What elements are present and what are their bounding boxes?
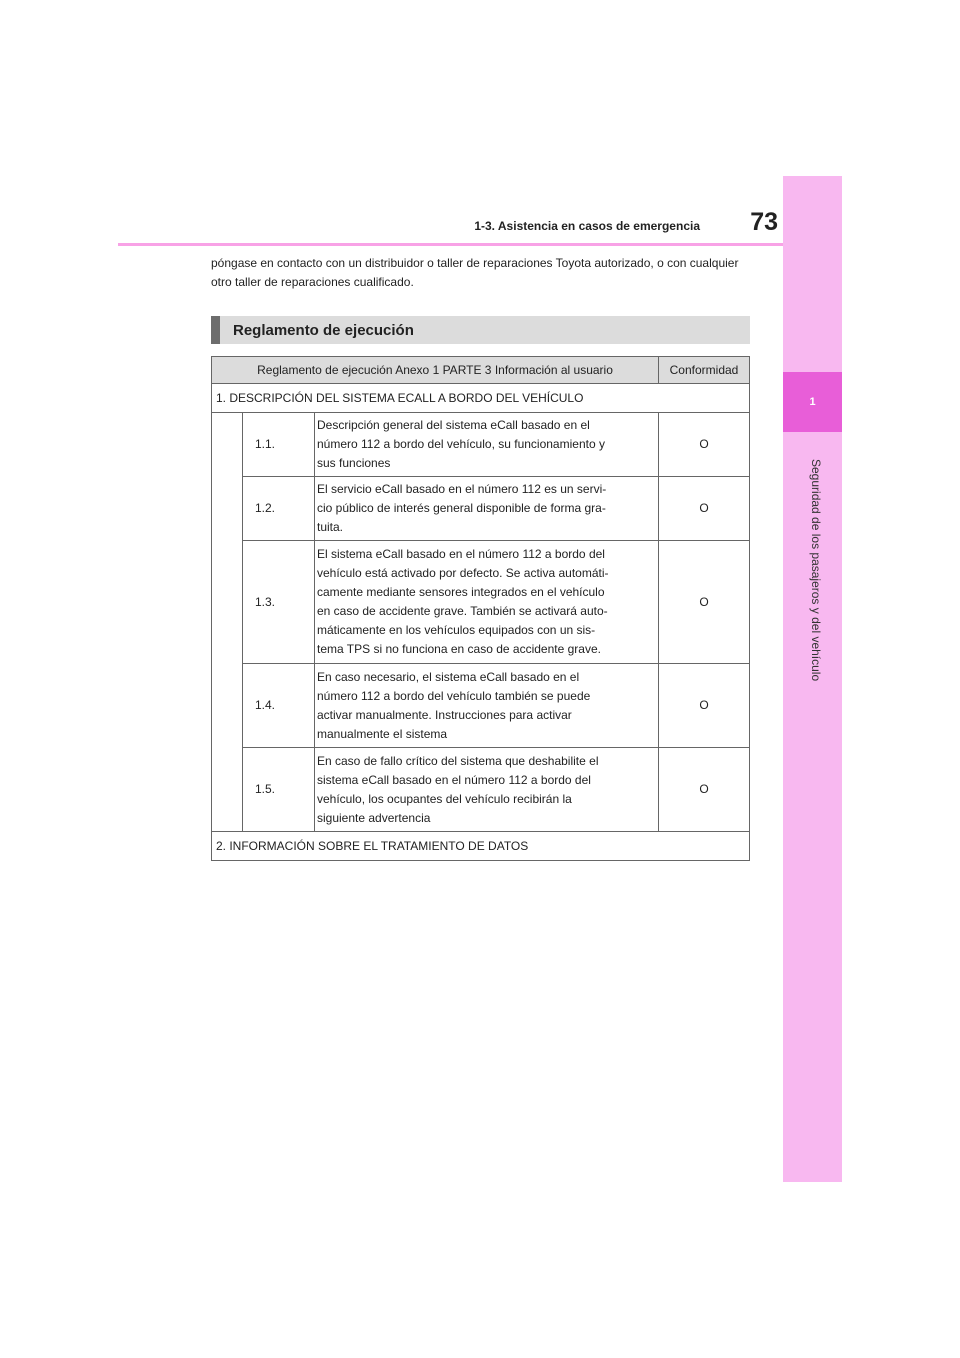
description-line: vehículo, los ocupantes del vehículo recibirán la [317,791,572,806]
indent-cell [212,664,243,748]
indent-cell [212,541,243,664]
description-line: en caso de accidente grave. También se activará auto- [317,604,608,618]
table-row [212,664,750,748]
chapter-title: Seguridad de los pasajeros y del vehículo [809,458,823,682]
section-1-label: 1. DESCRIPCIÓN DEL SISTEMA ECALL A BORDO DEL VEHÍCULO [212,384,750,413]
conformity-mark: O [659,413,750,477]
description-line: vehículo está activado por defecto. Se activa automáti- [317,566,609,580]
section-heading [211,316,750,344]
description-line: En caso necesario, el sistema eCall basado en el [317,669,580,684]
table-section-row [212,384,750,413]
heading-text: Reglamento de ejecución [233,321,414,339]
item-number: 1.5. [243,748,315,832]
item-description [315,477,659,541]
description-line: tuita. [317,520,344,534]
item-description [315,413,659,477]
section-2-label: 2. INFORMACIÓN SOBRE EL TRATAMIENTO DE DATOS [212,832,750,861]
table-item-rows [212,413,750,832]
description-line: siguiente advertencia [317,810,431,825]
indent-cell [212,413,243,477]
conformity-mark: O [659,477,750,541]
header-rule [118,243,783,246]
conformity-mark: O [659,748,750,832]
table-row [212,477,750,541]
indent-cell [212,477,243,541]
description-line: tema TPS si no funciona en caso de accidente grave. [317,642,601,656]
conformity-mark: O [659,541,750,664]
description-line: máticamente en los vehículos equipados con un sis- [317,623,596,637]
item-number: 1.4. [243,664,315,748]
description-line: sistema eCall basado en el número 112 a bordo del [317,772,591,787]
table-section-row [212,832,750,861]
description-line: número 112 a bordo del vehículo, su funcionamiento y [317,437,605,451]
table-header-conformity: Conformidad [659,357,750,384]
description-line: número 112 a bordo del vehículo también se puede [317,688,591,703]
table-row [212,413,750,477]
description-line: En caso de fallo crítico del sistema que deshabilite el [317,753,599,768]
chapter-number-badge: 1 [783,372,842,432]
table-header-info: Reglamento de ejecución Anexo 1 PARTE 3 Información al usuario [212,357,659,384]
regulation-table [211,356,750,861]
item-number: 1.3. [243,541,315,664]
description-line: camente mediante sensores integrados en el vehículo [317,585,605,599]
page-number: 73 [750,208,778,236]
heading-accent-bar [211,316,220,344]
description-line: El servicio eCall basado en el número 112 es un servi- [317,482,607,496]
table-header-row [212,357,750,384]
item-description [315,664,659,748]
intro-paragraph: póngase en contacto con un distribuidor o taller de reparaciones Toyota autorizado, o con cualquier otro taller de reparaciones cualificado. [211,256,739,289]
description-line: manualmente el sistema [317,726,448,741]
description-line: sus funciones [317,456,391,470]
description-line: Descripción general del sistema eCall basado en el [317,418,590,432]
item-number: 1.1. [243,413,315,477]
table-row [212,541,750,664]
item-description [315,748,659,832]
description-line: El sistema eCall basado en el número 112 a bordo del [317,547,605,561]
item-number: 1.2. [243,477,315,541]
section-title: 1-3. Asistencia en casos de emergencia [474,219,700,233]
table-row [212,748,750,832]
conformity-mark: O [659,664,750,748]
indent-cell [212,748,243,832]
description-line: activar manualmente. Instrucciones para activar [317,707,572,722]
description-line: cio público de interés general disponible de forma gra- [317,501,606,515]
item-description [315,541,659,664]
